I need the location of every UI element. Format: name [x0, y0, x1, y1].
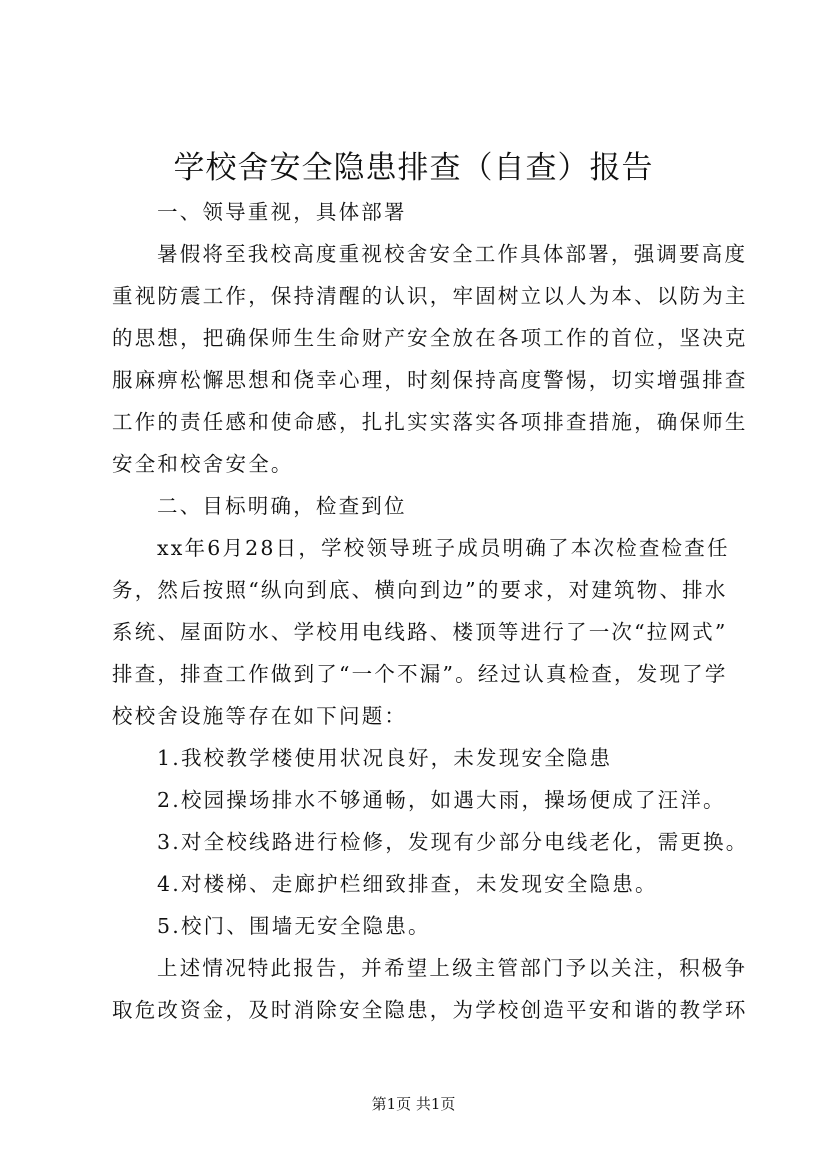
section-heading-2: 二、目标明确，检查到位 [157, 494, 407, 518]
paragraph-line: 暑假将至我校高度重视校舍安全工作具体部署，强调要高度 [157, 242, 748, 266]
paragraph-line: 系统、屋面防水、学校用电线路、楼顶等进行了一次“拉网式” [112, 620, 728, 644]
paragraph-line: 校校舍设施等存在如下问题： [112, 704, 408, 728]
list-item: 2.校园操场排水不够通畅，如遇大雨，操场便成了汪洋。 [157, 788, 726, 812]
page-number-footer: 第1页 共1页 [371, 1095, 456, 1113]
paragraph-line: 服麻痹松懈思想和侥幸心理，时刻保持高度警惕，切实增强排查 [112, 368, 748, 392]
document-title: 学校舍安全隐患排查（自查）报告 [173, 150, 654, 186]
paragraph-line: 重视防震工作，保持清醒的认识，牢固树立以人为本、以防为主 [112, 284, 748, 308]
paragraph-line: 务，然后按照“纵向到底、横向到边”的要求，对建筑物、排水 [112, 578, 728, 602]
paragraph-line: 排查，排查工作做到了“一个不漏”。经过认真检查，发现了学 [112, 662, 728, 686]
paragraph-line: 的思想，把确保师生生命财产安全放在各项工作的首位，坚决克 [112, 326, 748, 350]
paragraph-line: 安全和校舍安全。 [112, 452, 294, 476]
list-item: 5.校门、围墙无安全隐患。 [157, 914, 431, 938]
list-item: 4.对楼梯、走廊护栏细致排查，未发现安全隐患。 [157, 872, 658, 896]
section-heading-1: 一、领导重视，具体部署 [157, 200, 407, 224]
paragraph-line: 工作的责任感和使命感，扎扎实实落实各项排查措施，确保师生 [112, 410, 748, 434]
list-item: 3.对全校线路进行检修，发现有少部分电线老化，需更换。 [157, 830, 749, 854]
paragraph-line: 上述情况特此报告，并希望上级主管部门予以关注，积极争 [157, 956, 748, 980]
paragraph-line: xx年6月28日，学校领导班子成员明确了本次检查检查任 [157, 536, 730, 560]
list-item: 1.我校教学楼使用状况良好，未发现安全隐患 [157, 746, 613, 770]
paragraph-line: 取危改资金，及时消除安全隐患，为学校创造平安和谐的教学环 [112, 998, 748, 1022]
